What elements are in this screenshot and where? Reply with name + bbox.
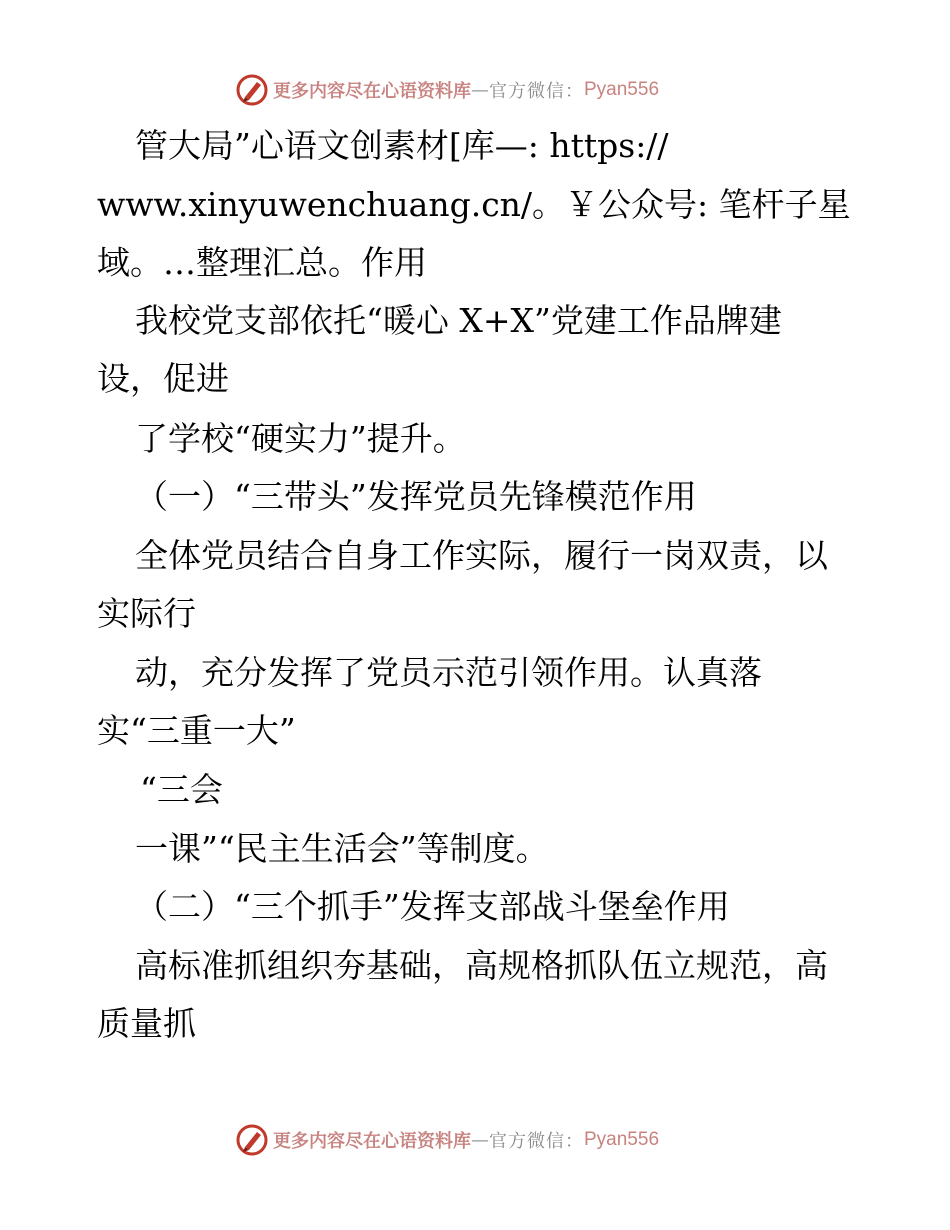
body-line-6: 了学校“硬实力”提升。 [135,419,466,458]
watermark-dash: — [471,79,489,101]
body-line-11: 实“三重一大” [97,711,296,750]
body-line-10: 动，充分发挥了党员示范引领作用。认真落 [135,653,762,692]
watermark-brand-text: 更多内容尽在心语资料库 [273,81,471,102]
watermark-brand-text: 更多内容尽在心语资料库 [273,1131,471,1152]
section-heading-2: （二）“三个抓手”发挥支部战斗堡垒作用 [135,887,730,926]
watermark-wechat-label: 官方微信： [489,1131,584,1152]
watermark-wechat-id: Pyan556 [584,1129,660,1150]
pen-circle-logo-icon [235,1123,269,1157]
section-heading-1: （一）“三带头”发挥党员先锋模范作用 [135,477,697,516]
body-line-13: 一课”“民主生活会”等制度。 [135,829,549,868]
pen-circle-logo-icon [235,73,269,107]
body-line-16: 质量抓 [97,1004,196,1043]
body-line-15: 高标准抓组织夯基础，高规格抓队伍立规范，高 [135,946,828,985]
watermark-wechat-id: Pyan556 [584,79,660,100]
body-line-2: www.xinyuwenchuang.cn/。￥公众号: 笔杆子星 [97,185,851,224]
body-line-5: 设，促进 [97,359,229,398]
footer-watermark [235,1123,715,1157]
body-line-12: “三会 [140,770,223,809]
body-line-1: 管大局”心语文创素材[库—: https:// [135,126,669,165]
watermark-wechat-label: 官方微信： [489,81,584,102]
body-line-8: 全体党员结合自身工作实际，履行一岗双责，以 [135,536,828,575]
body-line-3: 域。…整理汇总。作用 [97,243,427,282]
body-line-9: 实际行 [97,594,196,633]
body-line-4: 我校党支部依托“暖心 X+X”党建工作品牌建 [135,301,782,340]
header-watermark [235,73,715,107]
watermark-dash: — [471,1129,489,1151]
